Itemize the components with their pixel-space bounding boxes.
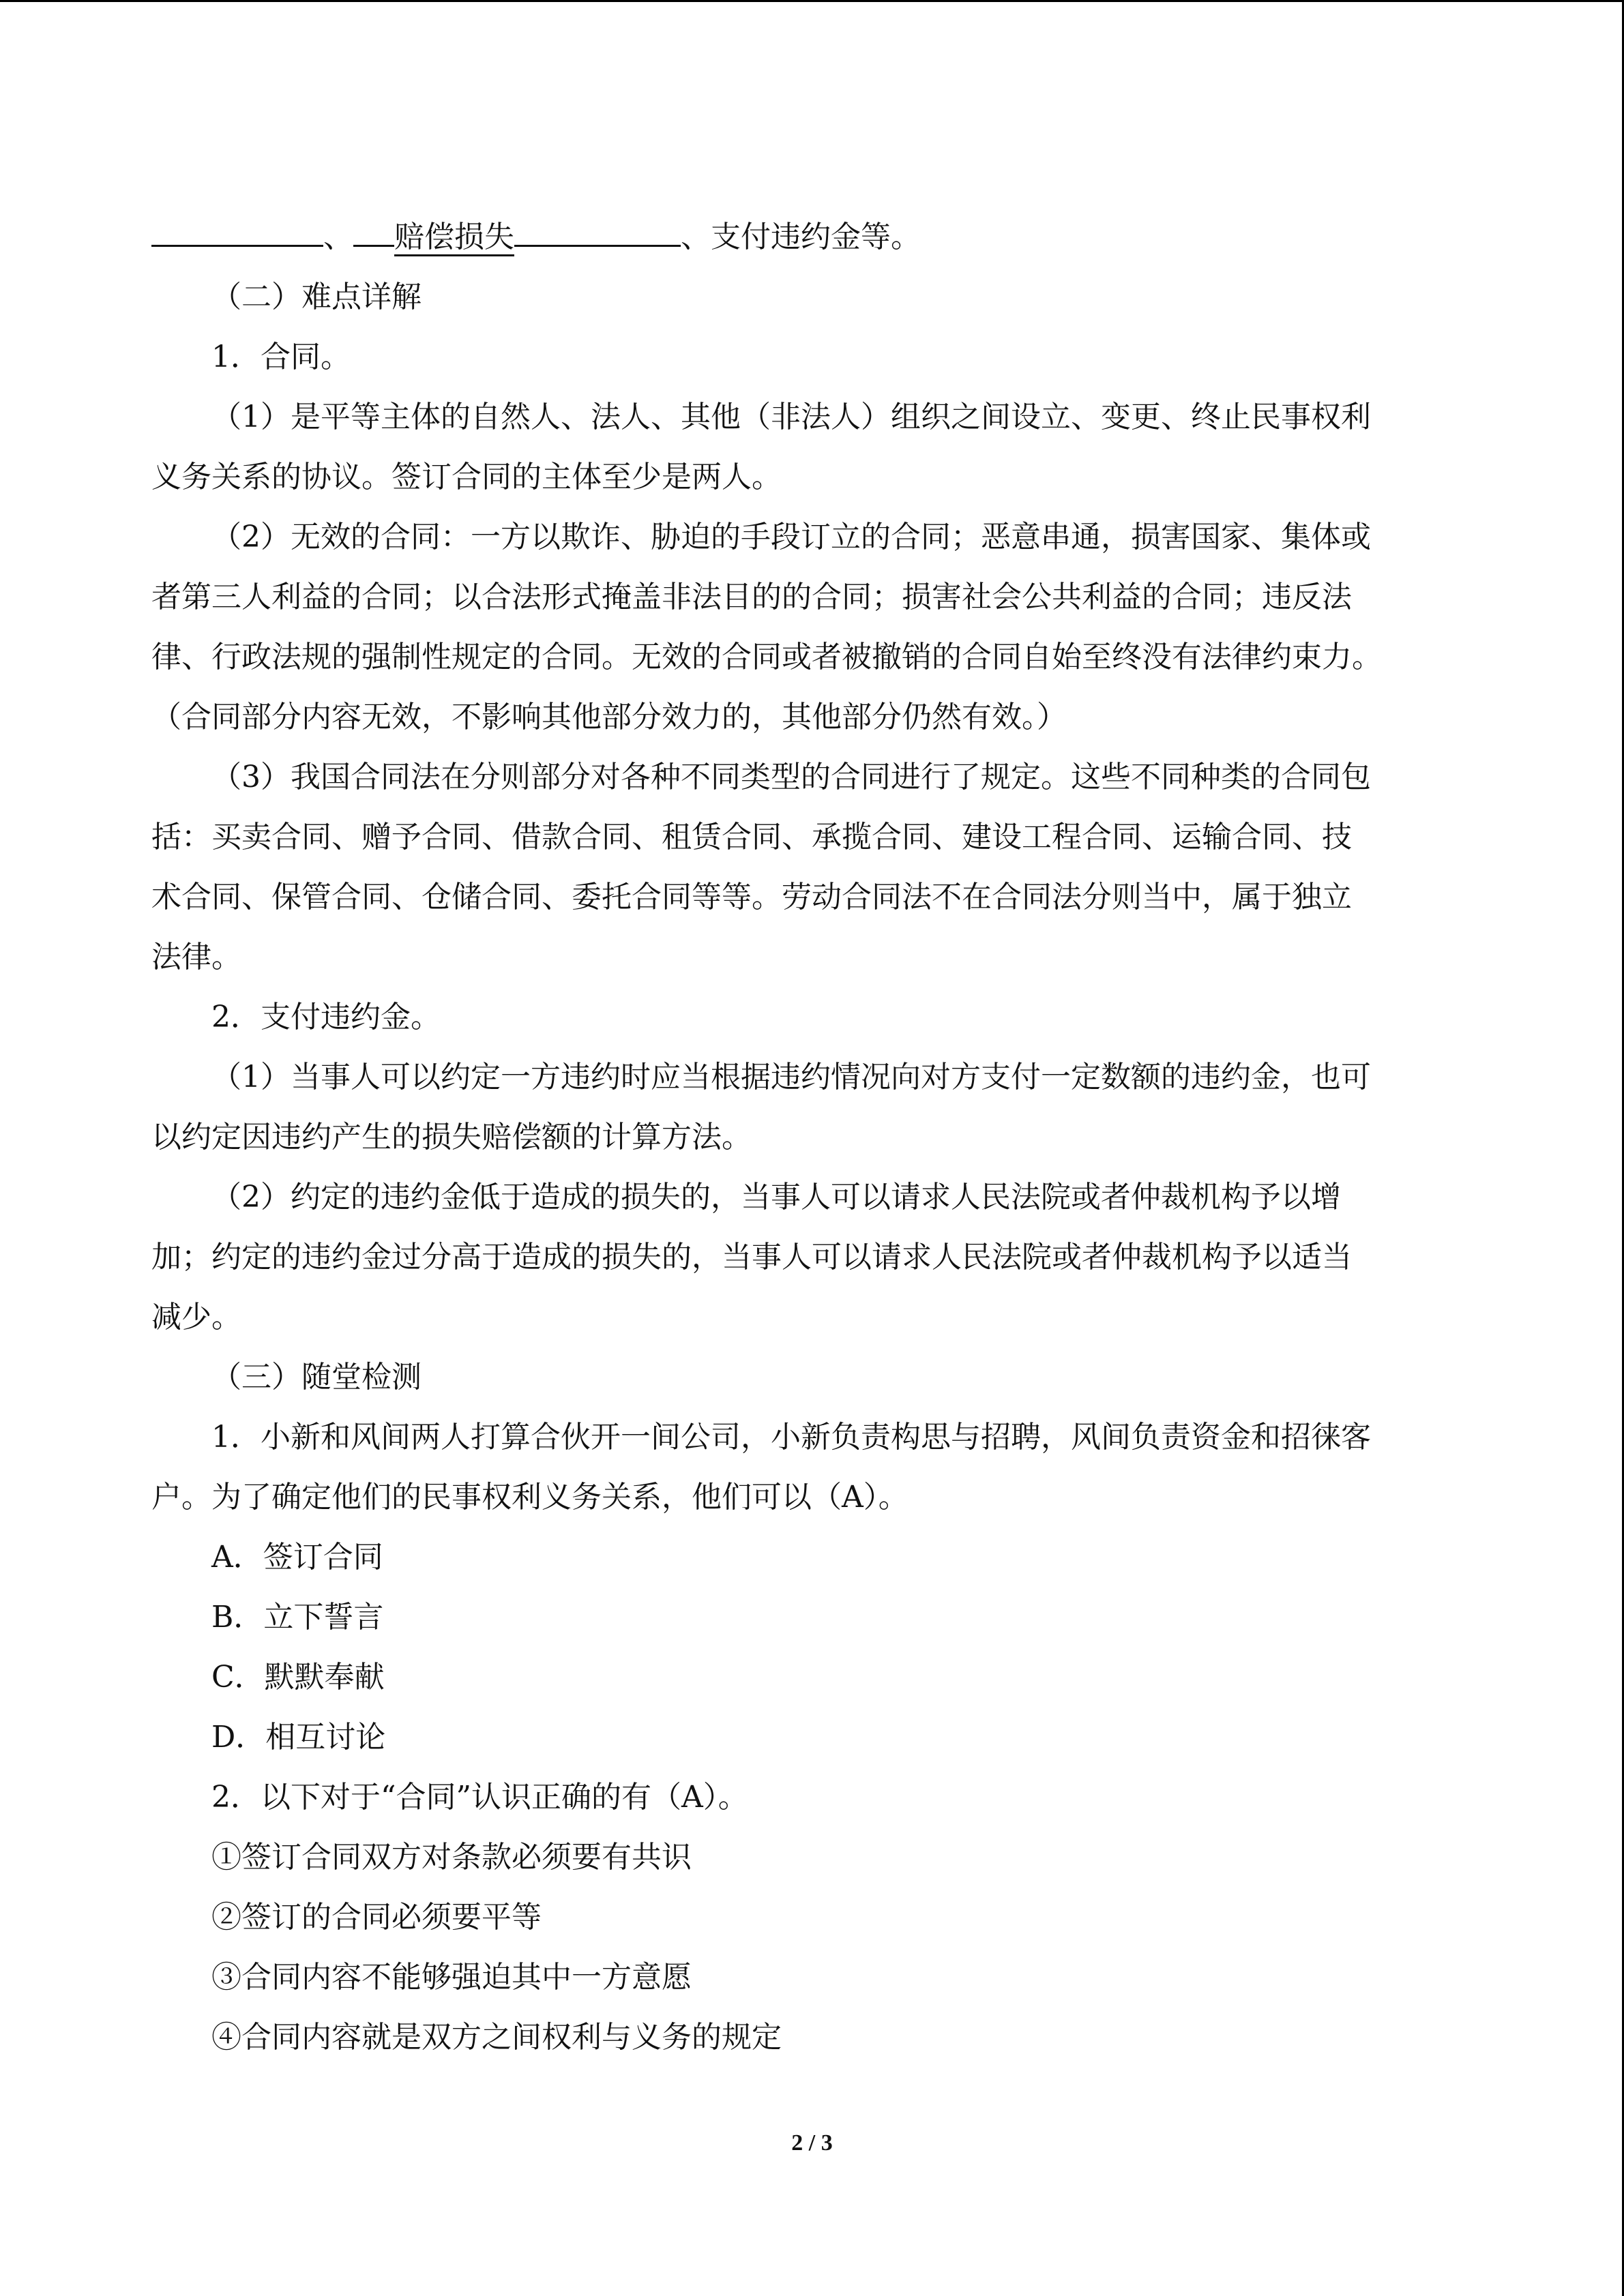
question-2-item-3: ③合同内容不能够强迫其中一方意愿	[211, 1960, 692, 1995]
paragraph-line: 括：买卖合同、赠予合同、借款合同、租赁合同、承揽合同、建设工程合同、运输合同、技	[151, 820, 1352, 854]
item-heading-penalty: 2．支付违约金。	[211, 1000, 441, 1034]
question-2-item-4: ④合同内容就是双方之间权利与义务的规定	[211, 2020, 782, 2055]
paragraph-line: 律、行政法规的强制性规定的合同。无效的合同或者被撤销的合同自始至终没有法律约束力。	[151, 640, 1382, 674]
question-2-stem: 2．以下对于“合同”认识正确的有（A）。	[211, 1780, 748, 1815]
paragraph-line: （1）当事人可以约定一方违约时应当根据违约情况向对方支付一定数额的违约金，也可	[211, 1060, 1371, 1094]
blank-field-2-trail[interactable]	[514, 212, 681, 247]
paragraph-line: 术合同、保管合同、仓储合同、委托合同等等。劳动合同法不在合同法分则当中，属于独立	[151, 880, 1352, 914]
blank-field-1[interactable]	[151, 212, 323, 247]
paragraph-line: （2）约定的违约金低于造成的损失的，当事人可以请求人民法院或者仲裁机构予以增	[211, 1180, 1341, 1214]
question-1-line: 户。为了确定他们的民事权利义务关系，他们可以（A）。	[151, 1480, 909, 1515]
section-heading-quiz: （三）随堂检测	[211, 1360, 422, 1395]
question-2-item-2: ②签订的合同必须要平等	[211, 1900, 542, 1935]
page-number: 2 / 3	[791, 2130, 833, 2156]
paragraph-line: 法律。	[151, 940, 241, 974]
paragraph-line: （3）我国合同法在分则部分对各种不同类型的合同进行了规定。这些不同种类的合同包	[211, 760, 1371, 794]
question-1-option-d: D．相互讨论	[211, 1720, 386, 1755]
paragraph-line: 以约定因违约产生的损失赔偿额的计算方法。	[151, 1120, 752, 1154]
page-border-top	[0, 0, 1624, 2]
document-body	[151, 207, 1475, 2068]
separator-text: 、	[323, 220, 353, 254]
question-1-option-a: A．签订合同	[211, 1540, 383, 1575]
line-tail-text: 、支付违约金等。	[681, 220, 921, 254]
question-1-option-b: B．立下誓言	[211, 1600, 384, 1635]
paragraph-line: 义务关系的协议。签订合同的主体至少是两人。	[151, 460, 782, 494]
answer-text: 赔偿损失	[394, 220, 514, 256]
paragraph-line: （1）是平等主体的自然人、法人、其他（非法人）组织之间设立、变更、终止民事权利	[211, 400, 1371, 434]
paragraph-line: 减少。	[151, 1300, 241, 1335]
paragraph-line: （合同部分内容无效，不影响其他部分效力的，其他部分仍然有效。）	[151, 700, 1067, 734]
paragraph-line: 者第三人利益的合同；以合法形式掩盖非法目的的合同；损害社会公共利益的合同；违反法	[151, 580, 1352, 614]
question-1-option-c: C．默默奉献	[211, 1660, 385, 1695]
section-heading-difficulties: （二）难点详解	[211, 280, 422, 314]
question-2-item-1: ①签订合同双方对条款必须要有共识	[211, 1840, 692, 1875]
paragraph-line: 加；约定的违约金过分高于造成的损失的，当事人可以请求人民法院或者仲裁机构予以适当	[151, 1240, 1352, 1274]
blank-field-2-lead[interactable]	[353, 212, 394, 247]
question-1-line: 1．小新和风间两人打算合伙开一间公司，小新负责构思与招聘，风间负责资金和招徕客	[211, 1420, 1371, 1455]
item-heading-contract: 1．合同。	[211, 340, 351, 374]
paragraph-line: （2）无效的合同：一方以欺诈、胁迫的手段订立的合同；恶意串通，损害国家、集体或	[211, 520, 1371, 554]
fill-in-line	[151, 207, 1475, 267]
